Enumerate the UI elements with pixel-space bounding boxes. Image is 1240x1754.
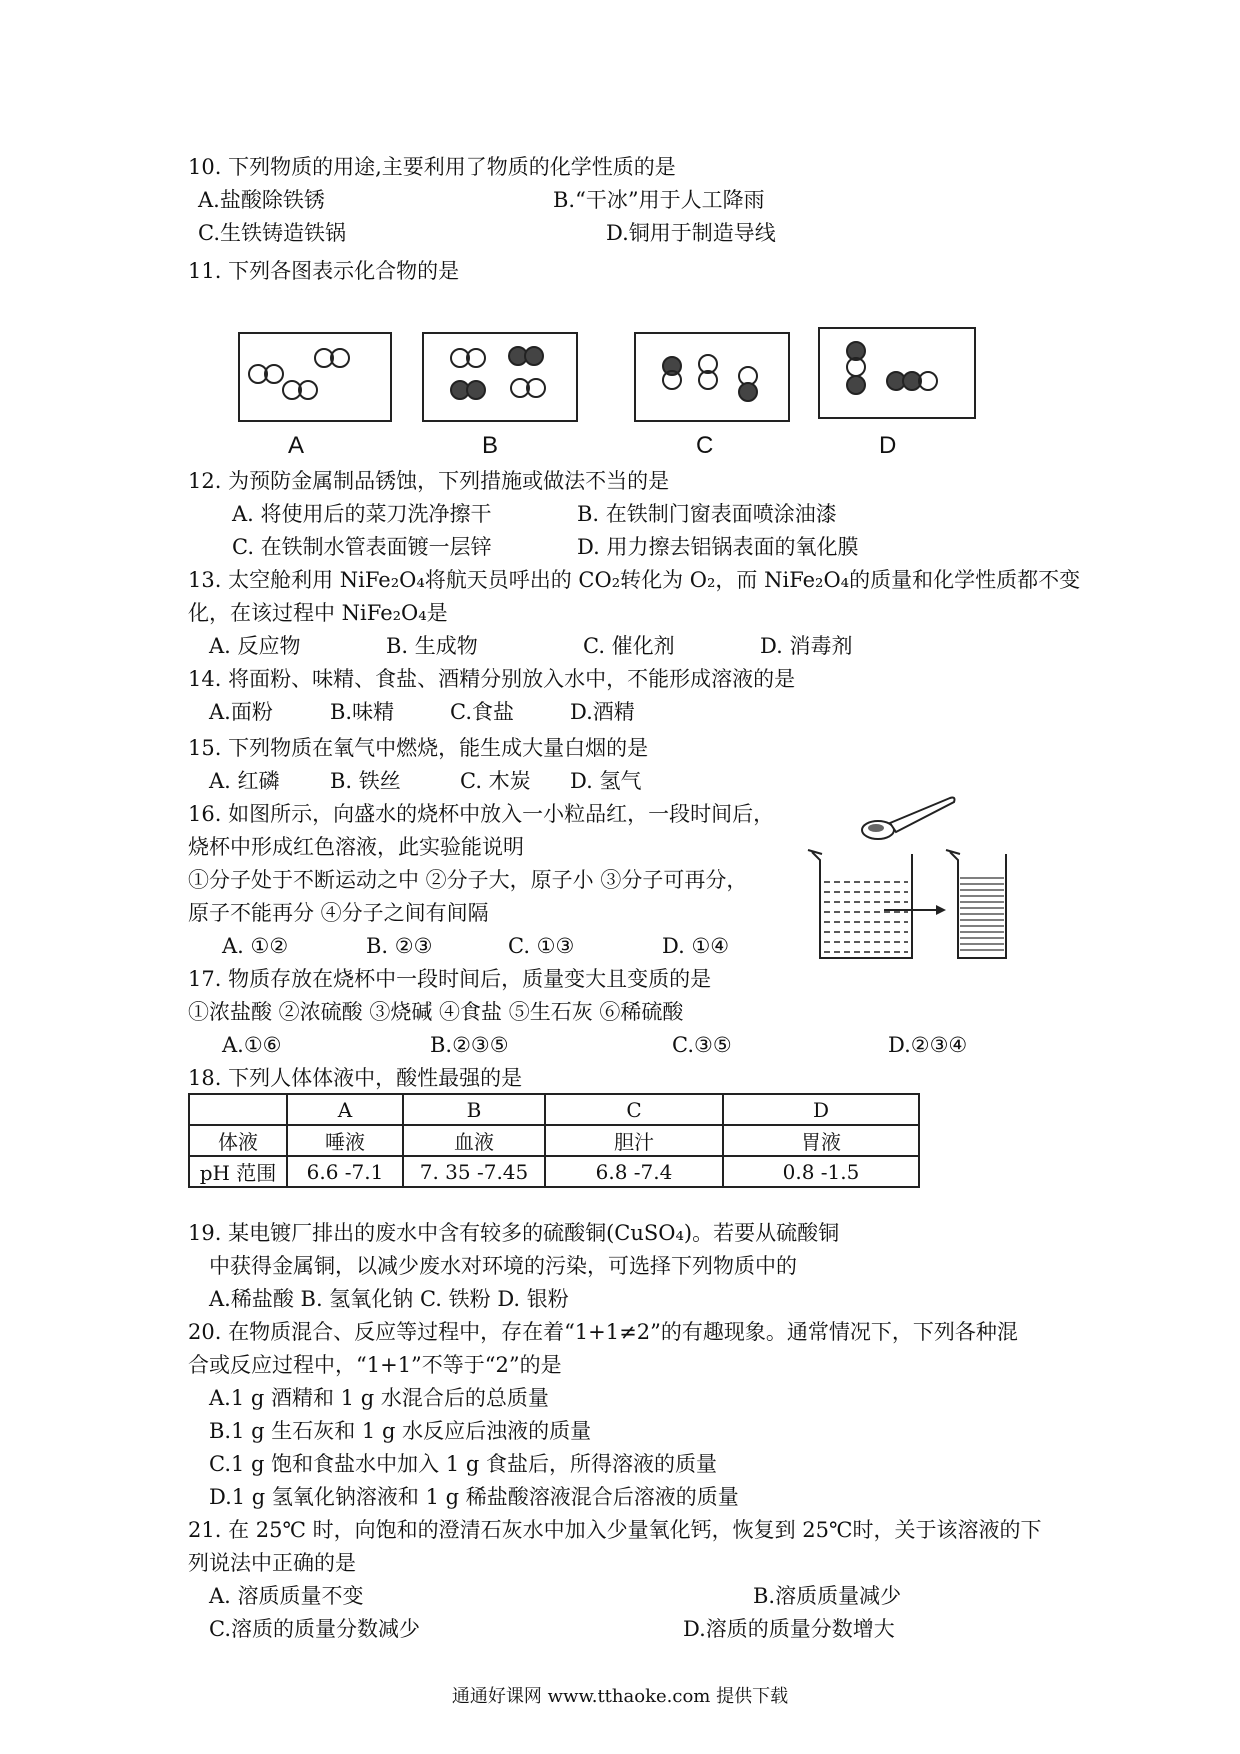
q20-option-a: A.1 g 酒精和 1 g 水混合后的总质量 <box>209 1386 549 1410</box>
q21-stem-line1: 21. 在 25℃ 时，向饱和的澄清石灰水中加入少量氧化钙，恢复到 25℃时，关于该溶液的下 <box>188 1518 1042 1542</box>
q12-stem: 12. 为预防金属制品锈蚀，下列措施或做法不当的是 <box>188 469 670 493</box>
q13-option-a: A. 反应物 <box>209 634 301 658</box>
molecule-diagram-b <box>424 334 576 420</box>
q16-stem-line1: 16. 如图所示，向盛水的烧杯中放入一小粒品红，一段时间后， <box>188 802 775 826</box>
table-row <box>189 1156 919 1187</box>
table-cell: 6.6 -7.1 <box>287 1156 403 1187</box>
q10-option-a: A.盐酸除铁锈 <box>198 188 325 212</box>
q17-option-d: D.②③④ <box>888 1033 968 1057</box>
molecule-diagram-c <box>636 334 788 420</box>
q15-option-c: C. 木炭 <box>460 769 531 793</box>
q17-option-a: A.①⑥ <box>222 1033 282 1057</box>
q11-label-d: D <box>879 432 897 459</box>
beaker-left-icon <box>808 850 912 958</box>
q16-stem-line2: 烧杯中形成红色溶液，此实验能说明 <box>188 835 524 859</box>
q14-option-c: C.食盐 <box>450 700 514 724</box>
table-cell: D <box>723 1094 919 1125</box>
q13-option-c: C. 催化剂 <box>583 634 675 658</box>
beaker-right-icon <box>946 850 1006 958</box>
table-cell: 6.8 -7.4 <box>545 1156 723 1187</box>
q12-option-b: B. 在铁制门窗表面喷涂油漆 <box>577 502 837 526</box>
q13-option-d: D. 消毒剂 <box>760 634 853 658</box>
q11-label-c: C <box>696 432 714 459</box>
q12-option-d: D. 用力擦去铝锅表面的氧化膜 <box>577 535 859 559</box>
q11-figure-d <box>818 327 976 419</box>
q17-stem: 17. 物质存放在烧杯中一段时间后，质量变大且变质的是 <box>188 967 712 991</box>
q14-stem: 14. 将面粉、味精、食盐、酒精分别放入水中，不能形成溶液的是 <box>188 667 796 691</box>
q20-option-b: B.1 g 生石灰和 1 g 水反应后浊液的质量 <box>209 1419 592 1443</box>
q17-option-b: B.②③⑤ <box>430 1033 509 1057</box>
q10-option-d: D.铜用于制造导线 <box>606 221 776 245</box>
q20-stem-line1: 20. 在物质混合、反应等过程中，存在着“1+1≠2”的有趣现象。通常情况下，下列各种混 <box>188 1320 1018 1344</box>
q11-figure-a <box>238 332 392 422</box>
table-cell: A <box>287 1094 403 1125</box>
q19-stem-line1: 19. 某电镀厂排出的废水中含有较多的硫酸铜(CuSO₄)。若要从硫酸铜 <box>188 1221 840 1245</box>
q21-option-a: A. 溶质质量不变 <box>209 1584 364 1608</box>
q14-option-d: D.酒精 <box>570 700 635 724</box>
q19-options: A.稀盐酸 B. 氢氧化钠 C. 铁粉 D. 银粉 <box>209 1287 569 1311</box>
page-footer: 通通好课网 www.tthaoke.com 提供下载 <box>451 1686 789 1707</box>
q11-label-a: A <box>288 432 305 459</box>
q13-stem-line1: 13. 太空舱利用 NiFe₂O₄将航天员呼出的 CO₂转化为 O₂，而 NiFe₂O₄的质量和化学性质都不变 <box>188 568 1081 592</box>
q11-label-b: B <box>482 432 499 459</box>
table-header-row <box>189 1094 919 1125</box>
q15-stem: 15. 下列物质在氧气中燃烧，能生成大量白烟的是 <box>188 736 649 760</box>
table-cell: 7. 35 -7.45 <box>403 1156 545 1187</box>
q16-stem-line3: ①分子处于不断运动之中 ②分子大，原子小 ③分子可再分， <box>188 868 748 892</box>
ph-range-table <box>188 1093 920 1188</box>
q12-option-a: A. 将使用后的菜刀洗净擦干 <box>232 502 492 526</box>
q20-stem-line2: 合或反应过程中，“1+1”不等于“2”的是 <box>188 1353 562 1377</box>
q15-option-a: A. 红磷 <box>209 769 280 793</box>
q11-stem: 11. 下列各图表示化合物的是 <box>188 259 460 283</box>
table-cell: 0.8 -1.5 <box>723 1156 919 1187</box>
q11-figure-c <box>634 332 790 422</box>
q21-stem-line2: 列说法中正确的是 <box>188 1551 356 1575</box>
q16-option-d: D. ①④ <box>662 934 730 958</box>
q15-option-b: B. 铁丝 <box>330 769 401 793</box>
q10-option-c: C.生铁铸造铁锅 <box>198 221 346 245</box>
q21-option-b: B.溶质质量减少 <box>753 1584 902 1608</box>
q17-option-c: C.③⑤ <box>672 1033 732 1057</box>
molecule-diagram-a <box>240 334 390 420</box>
table-cell: 体液 <box>189 1125 287 1156</box>
q17-items: ①浓盐酸 ②浓硫酸 ③烧碱 ④食盐 ⑤生石灰 ⑥稀硫酸 <box>188 1000 684 1024</box>
table-row <box>189 1125 919 1156</box>
molecule-diagram-d <box>820 329 974 417</box>
q16-option-c: C. ①③ <box>508 934 575 958</box>
q21-option-d: D.溶质的质量分数增大 <box>683 1617 895 1641</box>
table-cell: 血液 <box>403 1125 545 1156</box>
q20-option-d: D.1 g 氢氧化钠溶液和 1 g 稀盐酸溶液混合后溶液的质量 <box>209 1485 739 1509</box>
arrow-right-icon <box>884 905 946 915</box>
table-cell: 胃液 <box>723 1125 919 1156</box>
q13-stem-line2: 化，在该过程中 NiFe₂O₄是 <box>188 601 448 625</box>
q10-option-b: B.“干冰”用于人工降雨 <box>553 188 765 212</box>
table-cell <box>189 1094 287 1125</box>
table-cell: B <box>403 1094 545 1125</box>
q14-option-b: B.味精 <box>330 700 395 724</box>
q15-option-d: D. 氢气 <box>570 769 642 793</box>
table-cell: C <box>545 1094 723 1125</box>
q19-stem-line2: 中获得金属铜，以减少废水对环境的污染，可选择下列物质中的 <box>209 1254 797 1278</box>
q11-figure-b <box>422 332 578 422</box>
q16-stem-line4: 原子不能再分 ④分子之间有间隔 <box>188 901 489 925</box>
q18-stem: 18. 下列人体体液中，酸性最强的是 <box>188 1066 523 1090</box>
q12-option-c: C. 在铁制水管表面镀一层锌 <box>232 535 492 559</box>
q20-option-c: C.1 g 饱和食盐水中加入 1 g 食盐后，所得溶液的质量 <box>209 1452 717 1476</box>
table-cell: 胆汁 <box>545 1125 723 1156</box>
table-cell: pH 范围 <box>189 1156 287 1187</box>
q13-option-b: B. 生成物 <box>386 634 478 658</box>
q21-option-c: C.溶质的质量分数减少 <box>209 1617 420 1641</box>
q16-option-a: A. ①② <box>222 934 289 958</box>
q16-option-b: B. ②③ <box>366 934 433 958</box>
spoon-icon <box>862 798 955 840</box>
beaker-experiment-illustration <box>800 790 1010 975</box>
q14-option-a: A.面粉 <box>209 700 273 724</box>
table-cell: 唾液 <box>287 1125 403 1156</box>
q10-stem: 10. 下列物质的用途,主要利用了物质的化学性质的是 <box>188 155 676 179</box>
